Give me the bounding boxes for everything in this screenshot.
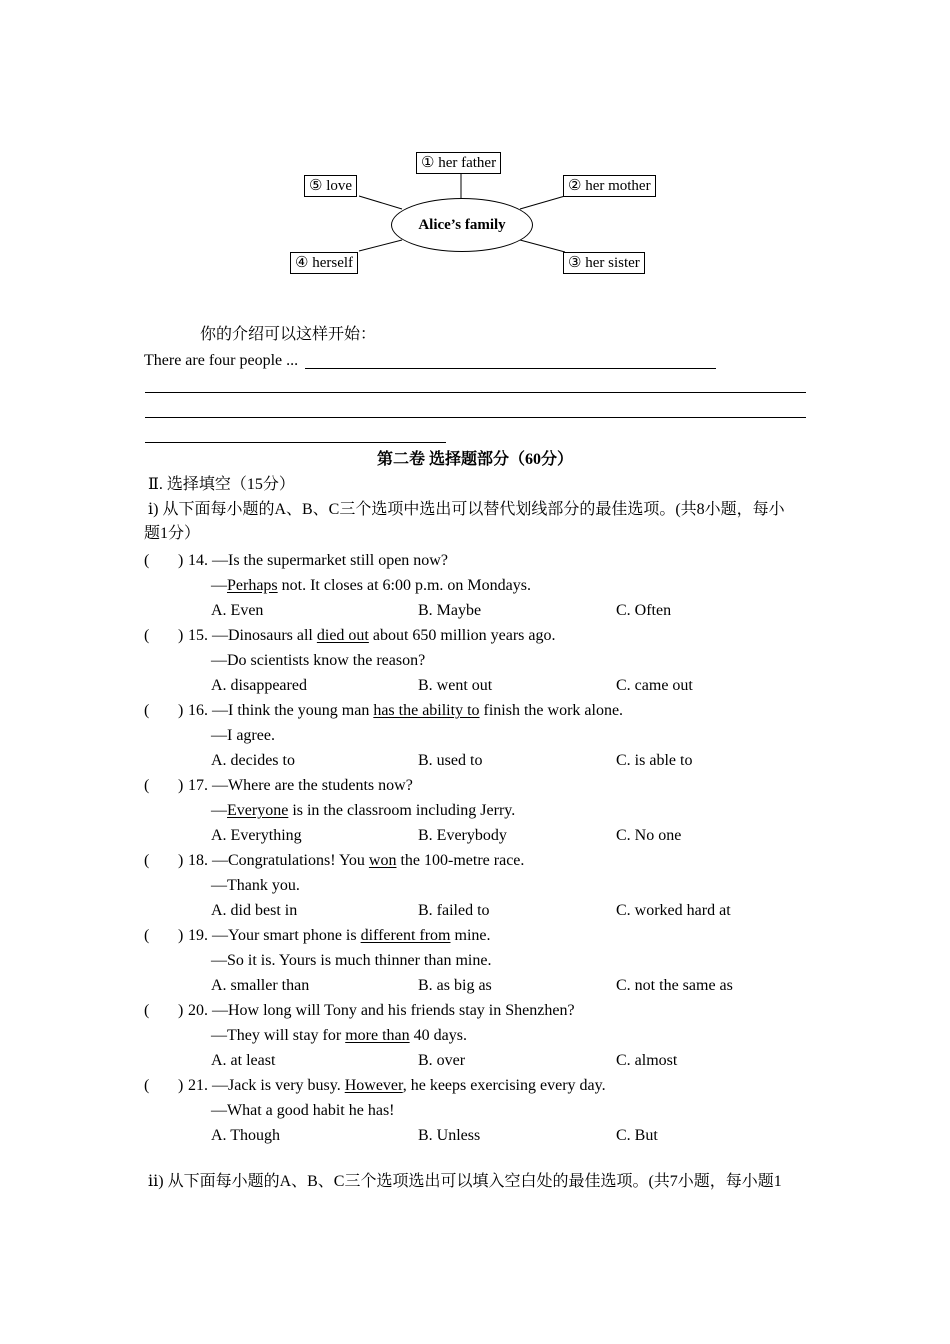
center-node-alices-family [391, 198, 533, 252]
stem-text-after: about 650 million years ago. [368, 627, 556, 644]
option-c[interactable]: C. No one [616, 827, 682, 844]
question-stem-row [144, 698, 824, 723]
question-stem-row [144, 998, 824, 1023]
answer-paren-open[interactable]: ( [144, 852, 150, 869]
reply-text-after: is in the classroom including Jerry. [288, 802, 516, 819]
reply-text: —I agree. [211, 727, 275, 744]
mind-map-connectors [0, 0, 950, 300]
reply-text: —So it is. Yours is much thinner than mine. [211, 952, 492, 969]
question-stem [188, 923, 491, 948]
question-number: 18. [188, 852, 208, 869]
reply-text: —What a good habit he has! [211, 1102, 395, 1119]
stem-text: —How long will Tony and his friends stay in Shenzhen? [212, 1002, 575, 1019]
question-reply [211, 648, 425, 673]
section-title: 第二卷 选择题部分（60分） [376, 451, 573, 468]
writing-line [145, 442, 446, 443]
question-number: 16. [188, 702, 208, 719]
option-c[interactable]: C. Often [616, 602, 672, 619]
stem-text: —Jack is very busy. [212, 1077, 345, 1094]
answer-paren-open[interactable]: ( [144, 1077, 150, 1094]
question-reply [211, 873, 300, 898]
answer-paren-open[interactable]: ( [144, 927, 150, 944]
node-love: ⑤ love [304, 175, 357, 197]
reply-text-after: 40 days. [409, 1027, 467, 1044]
underlined-phrase: Everyone [227, 802, 289, 819]
question-number: 15. [188, 627, 208, 644]
option-b[interactable]: B. failed to [418, 902, 490, 919]
sub1-instruction-cont: 题1分） [144, 525, 201, 542]
question-reply [211, 948, 491, 973]
question-stem-row [144, 923, 824, 948]
answer-paren-close: ) [178, 852, 184, 869]
answer-paren-close: ) [178, 777, 184, 794]
option-a[interactable]: A. did best in [211, 902, 298, 919]
question-reply [211, 1098, 395, 1123]
question-number: 21. [188, 1077, 208, 1094]
option-b[interactable]: B. as big as [418, 977, 492, 994]
option-b[interactable]: B. over [418, 1052, 466, 1069]
question-stem [188, 698, 623, 723]
option-b[interactable]: B. Everybody [418, 827, 507, 844]
family-mind-map [0, 0, 950, 300]
underlined-phrase: won [368, 852, 397, 869]
question-reply [211, 573, 531, 598]
underlined-phrase: different from [360, 927, 451, 944]
stem-text-after: , he keeps exercising every day. [402, 1077, 606, 1094]
question-reply [211, 798, 515, 823]
question-reply [211, 723, 275, 748]
answer-paren-open[interactable]: ( [144, 552, 150, 569]
stem-text-after: finish the work alone. [479, 702, 624, 719]
sub2-instruction: ⅱ) 从下面每小题的A、B、C三个选项选出可以填入空白处的最佳选项。(共7小题，每小题1 [148, 1173, 782, 1190]
question-stem [188, 848, 524, 873]
stem-text-after: mine. [450, 927, 491, 944]
answer-paren-close: ) [178, 1077, 184, 1094]
question-number: 19. [188, 927, 208, 944]
stem-text: —Your smart phone is [212, 927, 361, 944]
option-b[interactable]: B. went out [418, 677, 493, 694]
node-her-father: ① her father [416, 152, 501, 174]
question-stem-row [144, 548, 824, 573]
reply-text: — [211, 577, 227, 594]
answer-paren-open[interactable]: ( [144, 1002, 150, 1019]
center-label: Alice’s family [418, 216, 506, 233]
reply-text: —They will stay for [211, 1027, 346, 1044]
answer-paren-close: ) [178, 552, 184, 569]
answer-paren-open[interactable]: ( [144, 627, 150, 644]
question-number: 20. [188, 1002, 208, 1019]
answer-paren-close: ) [178, 627, 184, 644]
option-a[interactable]: A. Even [211, 602, 264, 619]
option-c[interactable]: C. almost [616, 1052, 678, 1069]
answer-paren-close: ) [178, 927, 184, 944]
question-stem [188, 998, 575, 1023]
option-c[interactable]: C. came out [616, 677, 693, 694]
option-b[interactable]: B. Maybe [418, 602, 482, 619]
writing-line [305, 368, 716, 369]
stem-text: —Congratulations! You [212, 852, 369, 869]
underlined-phrase: has the ability to [373, 702, 480, 719]
question-number: 14. [188, 552, 208, 569]
intro-start: There are four people ... [144, 352, 299, 369]
reply-text: —Thank you. [211, 877, 300, 894]
underlined-phrase: However [344, 1077, 403, 1094]
stem-text: —I think the young man [212, 702, 374, 719]
question-stem-row [144, 623, 824, 648]
option-c[interactable]: C. is able to [616, 752, 693, 769]
option-a[interactable]: A. smaller than [211, 977, 310, 994]
question-stem [188, 623, 556, 648]
underlined-phrase: died out [316, 627, 369, 644]
node-her-sister: ③ her sister [563, 252, 645, 274]
underlined-phrase: Perhaps [227, 577, 278, 594]
question-number: 17. [188, 777, 208, 794]
answer-paren-open[interactable]: ( [144, 702, 150, 719]
question-stem [188, 773, 413, 798]
option-a[interactable]: A. decides to [211, 752, 295, 769]
reply-text-after: not. It closes at 6:00 p.m. on Mondays. [277, 577, 531, 594]
reply-text: — [211, 802, 227, 819]
option-c[interactable]: C. worked hard at [616, 902, 731, 919]
underlined-phrase: more than [345, 1027, 410, 1044]
answer-paren-open[interactable]: ( [144, 777, 150, 794]
question-stem [188, 548, 448, 573]
stem-text: —Is the supermarket still open now? [212, 552, 448, 569]
sub1-instruction: ⅰ) 从下面每小题的A、B、C三个选项中选出可以替代划线部分的最佳选项。(共8小题，每小 [148, 501, 785, 518]
part2-heading: Ⅱ. 选择填空（15分） [148, 476, 295, 493]
option-b[interactable]: B. Unless [418, 1127, 481, 1144]
stem-text: —Dinosaurs all [212, 627, 317, 644]
question-stem [188, 1073, 606, 1098]
question-reply [211, 1023, 467, 1048]
stem-text: —Where are the students now? [212, 777, 413, 794]
question-stem-row [144, 848, 824, 873]
option-a[interactable]: A. Everything [211, 827, 302, 844]
option-a[interactable]: A. Though [211, 1127, 281, 1144]
option-b[interactable]: B. used to [418, 752, 483, 769]
stem-text-after: the 100-metre race. [396, 852, 525, 869]
writing-line [145, 392, 806, 393]
question-stem-row [144, 1073, 824, 1098]
option-c[interactable]: C. But [616, 1127, 658, 1144]
node-herself: ④ herself [290, 252, 358, 274]
answer-paren-close: ) [178, 702, 184, 719]
option-c[interactable]: C. not the same as [616, 977, 733, 994]
answer-paren-close: ) [178, 1002, 184, 1019]
option-a[interactable]: A. at least [211, 1052, 276, 1069]
node-her-mother: ② her mother [563, 175, 656, 197]
reply-text: —Do scientists know the reason? [211, 652, 426, 669]
intro-hint: 你的介绍可以这样开始： [200, 326, 377, 343]
option-a[interactable]: A. disappeared [211, 677, 307, 694]
writing-line [145, 417, 806, 418]
question-stem-row [144, 773, 824, 798]
